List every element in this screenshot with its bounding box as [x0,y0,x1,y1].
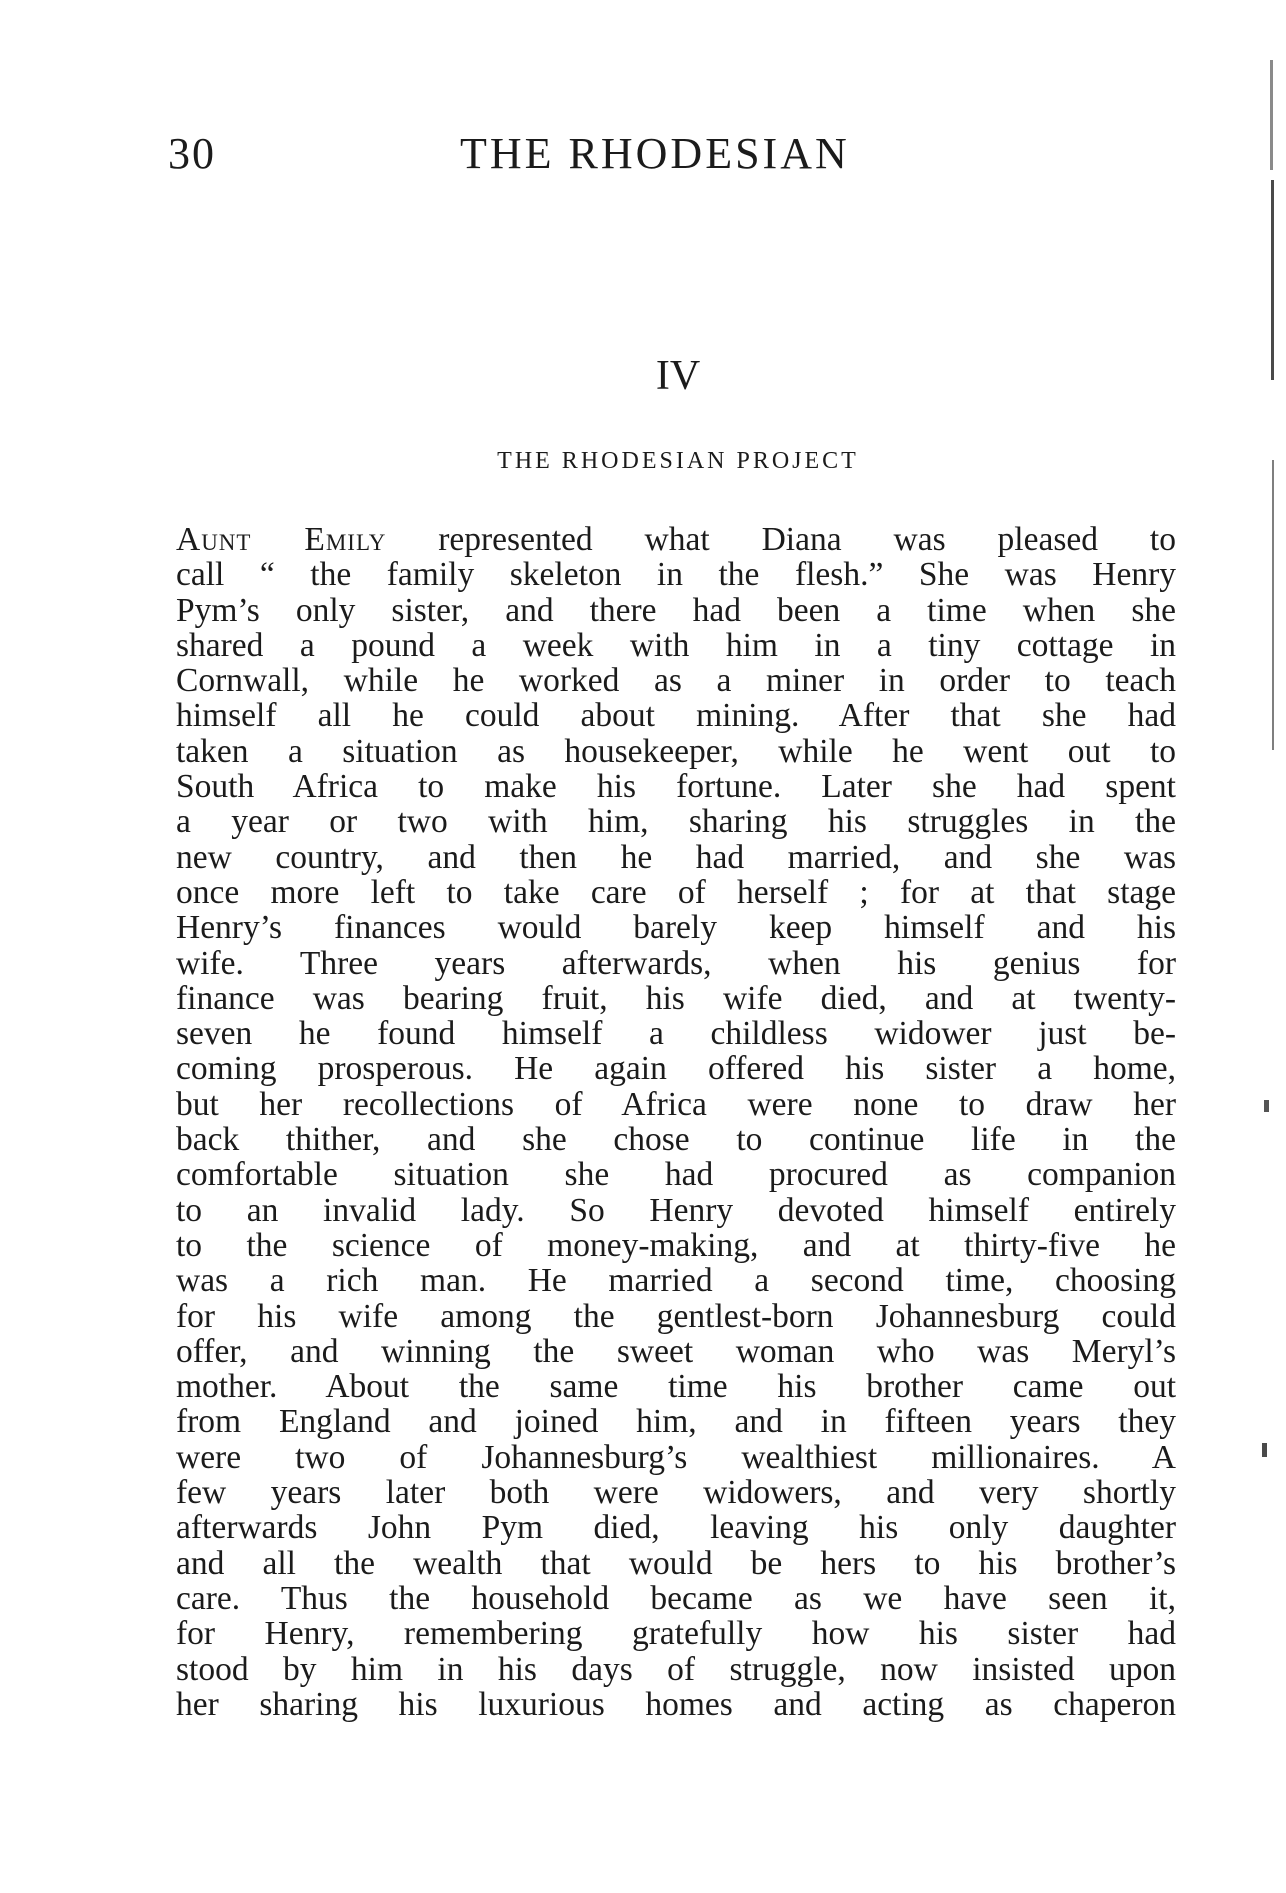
text-line: afterwards John Pym died, leaving his only daughter [176,1509,1176,1547]
text-line: few years later both were widowers, and very shortly [176,1474,1176,1512]
text-line: coming prosperous. He again offered his sister a home, [176,1050,1176,1088]
text-line: offer, and winning the sweet woman who was Meryl’s [176,1332,1176,1370]
text-line: wife. Three years afterwards, when his genius for [176,944,1176,982]
text-line: and all the wealth that would be hers to his brother’s [176,1544,1176,1582]
page-number: 30 [168,129,216,178]
text-line: himself all he could about mining. After that she had [176,697,1176,735]
text-line: once more left to take care of herself ; for at that stage [176,873,1176,911]
body-text [176,522,1176,1722]
running-head [160,128,1180,188]
text-line: stood by him in his days of struggle, now insisted upon [176,1650,1176,1688]
text-line: mother. About the same time his brother came out [176,1368,1176,1406]
text-line: were two of Johannesburg’s wealthiest millionaires. A [176,1438,1176,1476]
text-line: for his wife among the gentlest-born Johannesburg could [176,1297,1176,1335]
text-line: Pym’s only sister, and there had been a time when she [176,591,1176,629]
text-line: call “ the family skeleton in the flesh.” She was Henry [176,556,1176,594]
scan-edge-mark [1271,180,1274,380]
text-line-content: represented what Diana was pleased to [386,521,1176,558]
text-line: shared a pound a week with him in a tiny cottage in [176,626,1176,664]
text-line: a year or two with him, sharing his struggles in the [176,803,1176,841]
text-line: new country, and then he had married, and she was [176,838,1176,876]
text-line: from England and joined him, and in fifteen years they [176,1403,1176,1441]
running-title: THE RHODESIAN [460,129,850,178]
text-line: care. Thus the household became as we have seen it, [176,1579,1176,1617]
text-line: to an invalid lady. So Henry devoted himself entirely [176,1191,1176,1229]
text-line: South Africa to make his fortune. Later she had spent [176,768,1176,806]
scan-edge-mark [1270,60,1273,170]
text-line: to the science of money-making, and at thirty-five he [176,1226,1176,1264]
text-line: seven he found himself a childless widower just be- [176,1015,1176,1053]
text-line: finance was bearing fruit, his wife died, and at twenty- [176,979,1176,1017]
text-line: taken a situation as housekeeper, while he went out to [176,732,1176,770]
chapter-number: IV [655,353,701,399]
text-line: back thither, and she chose to continue life in the [176,1121,1176,1159]
chapter-title: THE RHODESIAN PROJECT [497,448,859,474]
text-line: was a rich man. He married a second time, choosing [176,1262,1176,1300]
text-line: Henry’s finances would barely keep himself and his [176,909,1176,947]
scan-edge-mark [1264,1100,1269,1112]
text-line: her sharing his luxurious homes and acting as chaperon [176,1685,1176,1723]
text-line: comfortable situation she had procured as companion [176,1156,1176,1194]
drop-lead-words: Aunt Emily [176,521,387,558]
scan-edge-mark [1262,1443,1267,1457]
text-line [176,522,1176,557]
text-line: for Henry, remembering gratefully how his sister had [176,1615,1176,1653]
text-line: but her recollections of Africa were none to draw her [176,1085,1176,1123]
scan-edge-mark [1272,460,1274,750]
text-line: Cornwall, while he worked as a miner in order to teach [176,662,1176,700]
